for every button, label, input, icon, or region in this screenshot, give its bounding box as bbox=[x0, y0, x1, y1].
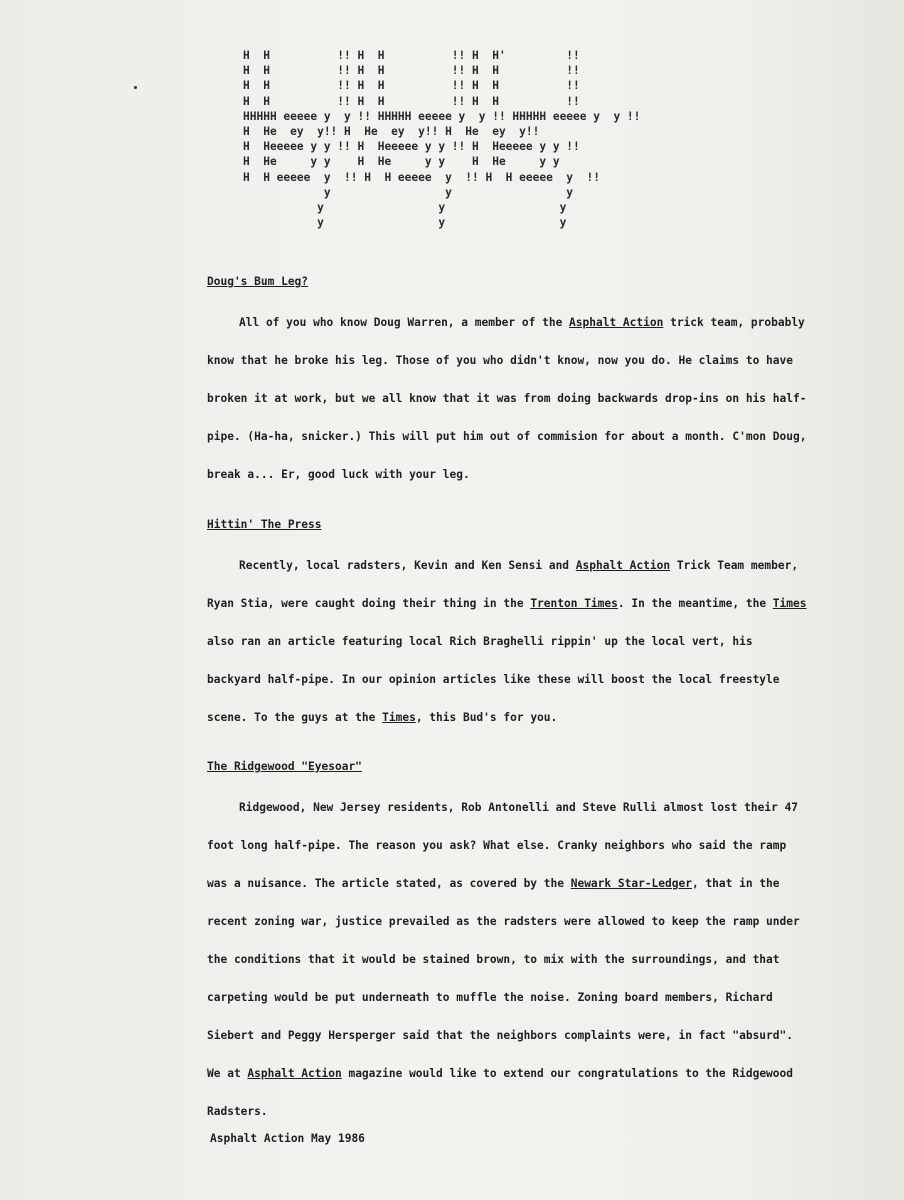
publication-title: Newark Star-Ledger bbox=[570, 877, 692, 890]
body-text: Trick Team member, Ryan Stia, were caught doing their thing in the bbox=[207, 559, 799, 610]
article-heading: The Ridgewood "Eyesoar" bbox=[207, 760, 362, 773]
body-text: Recently, local radsters, Kevin and Ken Sensi and bbox=[239, 559, 576, 572]
body-text: also ran an article featuring local Rich Braghelli rippin' up the local vert, his backyard half-pipe. In our opinion articles like these will boost the local freestyle scene. To the guys at the bbox=[207, 635, 780, 724]
ascii-line: H H eeeee y !! H H eeeee y !! H H eeeee y !! bbox=[243, 170, 600, 184]
publication-title: Times bbox=[382, 711, 416, 724]
ascii-line: y y y bbox=[317, 201, 567, 215]
ascii-line: H H !! H H !! H H !! bbox=[243, 79, 580, 93]
body-text: Ridgewood, New Jersey residents, Rob Antonelli and Steve Rulli almost lost their 47 foot long half-pipe. The reason you ask? What else. Cranky neighbors who said the ramp was a nuisance. The article stated, as covered by the bbox=[207, 801, 799, 890]
article-heading: Hittin' The Press bbox=[207, 518, 322, 531]
ascii-art-logo bbox=[243, 48, 640, 230]
article-body bbox=[207, 547, 807, 737]
article-heading: Doug's Bum Leg? bbox=[207, 275, 309, 288]
article-body bbox=[207, 789, 807, 1131]
paper-speck bbox=[134, 86, 137, 89]
ascii-line: H Heeeee y y !! H Heeeee y y !! H Heeeee y y !! bbox=[243, 140, 580, 154]
publication-title: Asphalt Action bbox=[247, 1067, 342, 1080]
body-text: , this Bud's for you. bbox=[415, 711, 558, 724]
article-dougs-bum-leg bbox=[207, 274, 807, 494]
body-text: , that in the recent zoning war, justice prevailed as the radsters were allowed to keep the ramp under the conditions that it would be stained brown, to mix with the surroundings, and that carpeting would be put underneath to muffle the noise. Zoning board members, Richard Siebert and Peggy Hersperger said that the neighbors complaints were, in fact "absurd". We at bbox=[207, 877, 800, 1080]
ascii-line: H He y y H He y y H He y y bbox=[243, 155, 560, 169]
publication-title: Trenton Times bbox=[530, 597, 618, 610]
publication-title: Asphalt Action bbox=[569, 316, 664, 329]
body-text: All of you who know Doug Warren, a member of the bbox=[239, 316, 570, 329]
article-ridgewood-eyesoar bbox=[207, 759, 807, 1131]
body-text: magazine would like to extend our congratulations to the Ridgewood Radsters. bbox=[207, 1067, 793, 1118]
issue-footer: Asphalt Action May 1986 bbox=[210, 1132, 365, 1145]
ascii-line: H H !! H H !! H H !! bbox=[243, 64, 580, 78]
article-body bbox=[207, 304, 807, 494]
ascii-line: H H !! H H !! H H' !! bbox=[243, 49, 580, 62]
publication-title: Asphalt Action bbox=[575, 559, 671, 572]
ascii-line: y y y bbox=[323, 185, 574, 199]
ascii-line: H H !! H H !! H H !! bbox=[243, 94, 580, 108]
publication-title: Times bbox=[772, 597, 807, 610]
ascii-line: y y y bbox=[317, 216, 567, 230]
body-text: trick team, probably know that he broke his leg. Those of you who didn't know, now you do. He claims to have broken it at work, but we all know that it was from doing backwards drop-ins on his half-pipe. (Ha-ha, snicker.) This will put him out of commision for about a month. C'mon Doug, break a... Er, good luck with your leg. bbox=[207, 316, 807, 481]
ascii-line: H He ey y!! H He ey y!! H He ey y!! bbox=[243, 125, 540, 139]
ascii-line: HHHHH eeeee y y !! HHHHH eeeee y y !! HHHHH eeeee y y !! bbox=[243, 109, 641, 123]
article-hittin-the-press bbox=[207, 517, 807, 737]
body-text: . In the meantime, the bbox=[617, 597, 773, 610]
